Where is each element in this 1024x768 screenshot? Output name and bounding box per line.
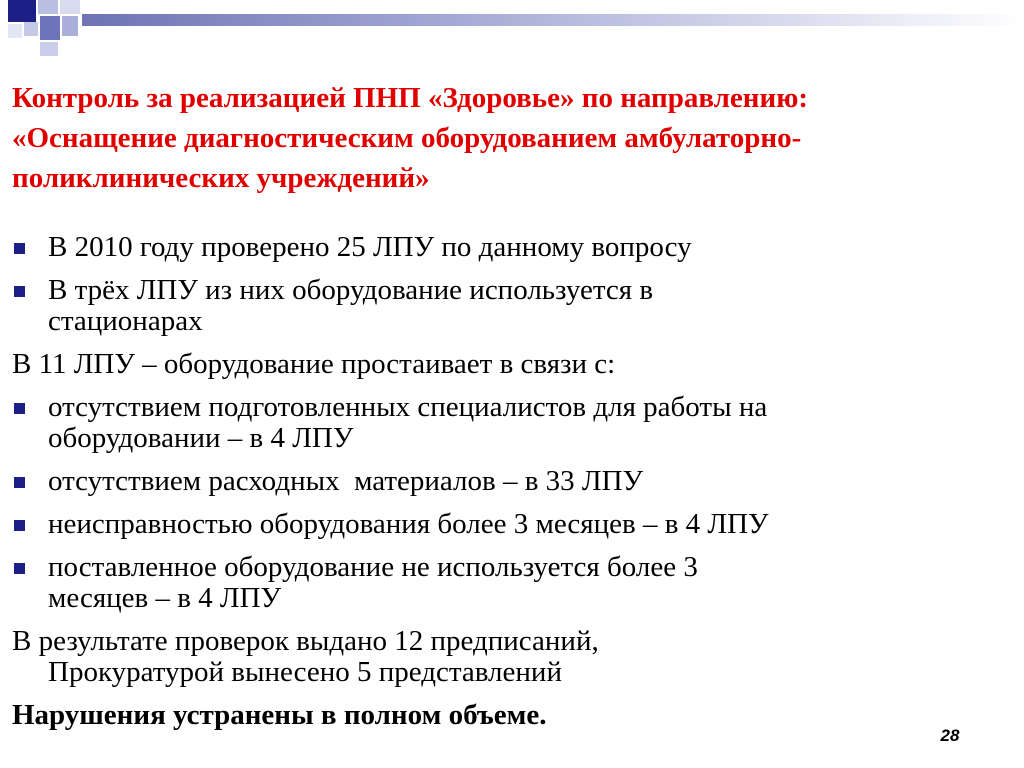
square-bullet-icon — [14, 403, 25, 414]
bullet-item — [12, 466, 1012, 497]
decorative-top-bar — [82, 14, 1024, 26]
decorative-square — [8, 0, 36, 22]
bullet-item — [12, 232, 1012, 263]
bullet-text: В 2010 году проверено 25 ЛПУ по данному вопросу — [48, 231, 692, 263]
square-bullet-icon — [14, 243, 25, 254]
decorative-square — [40, 42, 58, 56]
bullet-item — [12, 552, 1012, 614]
bullet-text: отсутствием расходных материалов – в 33 ЛПУ — [48, 465, 644, 497]
bullet-item — [12, 509, 1012, 540]
paragraph — [12, 626, 1012, 688]
bullet-text: поставленное оборудование не используется более 3 — [48, 551, 698, 583]
paragraph-text: Прокуратурой вынесено 5 представлений — [48, 656, 562, 688]
bullet-text: месяцев – в 4 ЛПУ — [48, 582, 282, 614]
square-bullet-icon — [14, 563, 25, 574]
slide-title-line: «Оснащение диагностическим оборудованием амбулаторно- — [12, 122, 802, 154]
slide-title-line: Контроль за реализацией ПНП «Здоровье» по направлению: — [12, 82, 809, 114]
bullet-item — [12, 392, 1012, 454]
decorative-square — [62, 16, 78, 36]
slide-title — [12, 78, 1012, 198]
decorative-square — [60, 0, 80, 14]
final-statement: Нарушения устранены в полном объеме. — [12, 699, 547, 731]
square-bullet-icon — [14, 286, 25, 297]
paragraph-text: В 11 ЛПУ – оборудование простаивает в связи с: — [12, 348, 616, 380]
bullet-text: неисправностью оборудования более 3 месяцев – в 4 ЛПУ — [48, 508, 769, 540]
bullet-text: оборудовании – в 4 ЛПУ — [48, 422, 354, 454]
paragraph-text: В результате проверок выдано 12 предписаний, — [12, 625, 599, 657]
paragraph — [12, 349, 1012, 380]
decorative-square — [38, 0, 58, 14]
bullet-text: В трёх ЛПУ из них оборудование используется в — [48, 274, 654, 306]
page-number: 28 — [940, 726, 960, 745]
decorative-square — [40, 16, 60, 40]
slide-title-line: поликлинических учреждений» — [12, 162, 430, 194]
bullet-text: стационарах — [48, 305, 203, 337]
decorative-square — [24, 22, 38, 36]
square-bullet-icon — [14, 477, 25, 488]
decorative-square — [8, 24, 22, 38]
bullet-item — [12, 275, 1012, 337]
slide-body — [12, 232, 1012, 743]
square-bullet-icon — [14, 520, 25, 531]
bullet-text: отсутствием подготовленных специалистов для работы на — [48, 391, 768, 423]
